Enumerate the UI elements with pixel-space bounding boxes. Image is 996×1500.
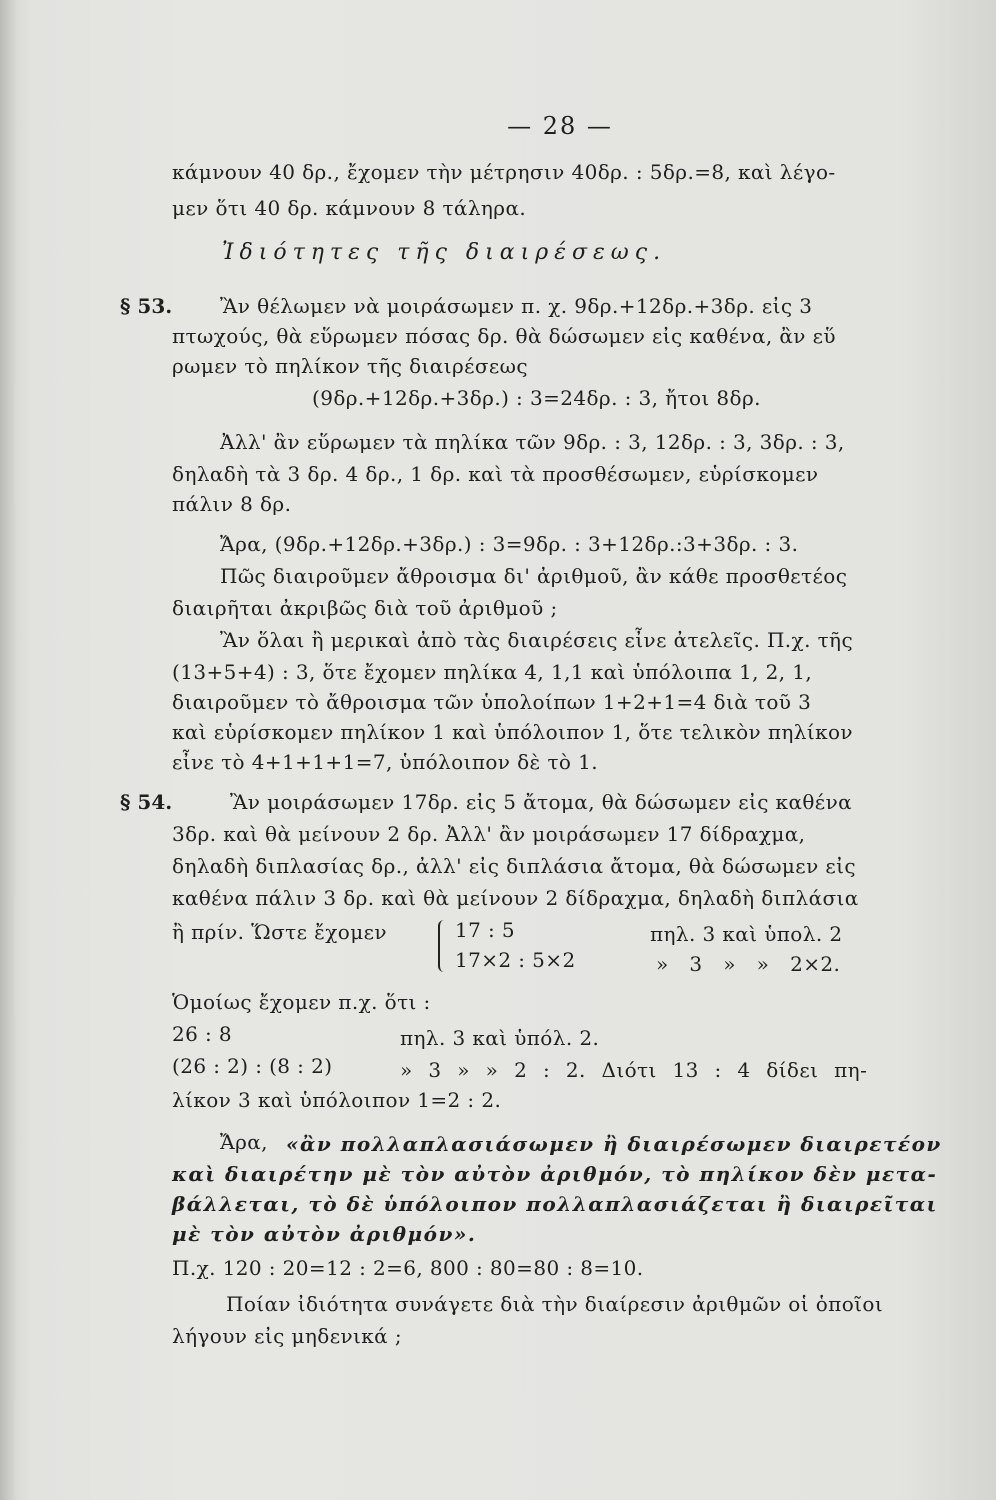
rule-text: καὶ διαιρέτην μὲ τὸν αὐτὸν ἀριθμόν, τὸ πηλίκον δὲν μετα- (172, 1162, 938, 1186)
text-line: μεν ὅτι 40 δρ. κάμνουν 8 τάληρα. (172, 196, 527, 220)
formula-right: πηλ. 3 καὶ ὑπόλ. 2. (400, 1026, 600, 1050)
text-line: Ὁμοίως ἔχομεν π.χ. ὅτι : (172, 990, 431, 1014)
text-line: Ἄρα, (9δρ.+12δρ.+3δρ.) : 3=9δρ. : 3+12δρ.:3+3δρ. : 3. (220, 532, 799, 556)
text-line: διαιροῦμεν τὸ ἄθροισμα τῶν ὑπολοίπων 1+2+1=4 διὰ τοῦ 3 (172, 690, 812, 714)
text-line: πτωχούς, θὰ εὕρωμεν πόσας δρ. θὰ δώσωμεν εἰς καθένα, ἂν εὕ (172, 324, 836, 348)
section-53-label: § 53. (120, 294, 173, 318)
rule-text: μὲ τὸν αὐτὸν ἀριθμόν». (172, 1222, 477, 1246)
text-line: (13+5+4) : 3, ὅτε ἔχομεν πηλίκα 4, 1,1 καὶ ὑπόλοιπα 1, 2, 1, (172, 660, 813, 684)
text-line: δηλαδὴ διπλασίας δρ., ἀλλ' εἰς διπλάσια ἄτομα, θὰ δώσωμεν εἰς (172, 854, 856, 878)
text-line: ρωμεν τὸ πηλίκον τῆς διαιρέσεως (172, 354, 528, 378)
formula-left: 17×2 : 5×2 (455, 948, 576, 972)
text-line: κάμνουν 40 δρ., ἔχομεν τὴν μέτρησιν 40δρ. : 5δρ.=8, καὶ λέγο- (172, 160, 836, 184)
section-heading: Ἰδιότητες τῆς διαιρέσεως. (222, 240, 667, 265)
text-line: καὶ εὑρίσκομεν πηλίκον 1 καὶ ὑπόλοιπον 1, ὅτε τελικὸν πηλίκον (172, 720, 853, 744)
text-line: Ποίαν ἰδιότητα συνάγετε διὰ τὴν διαίρεσιν ἀριθμῶν οἱ ὁποῖοι (226, 1292, 884, 1316)
rule-text: βάλλεται, τὸ δὲ ὑπόλοιπον πολλαπλασιάζεται ἢ διαιρεῖται (172, 1192, 938, 1216)
section-54-label: § 54. (120, 790, 173, 814)
text-line: Ἀλλ' ἂν εὕρωμεν τὰ πηλίκα τῶν 9δρ. : 3, 12δρ. : 3, 3δρ. : 3, (220, 430, 845, 454)
text-line: 3δρ. καὶ θὰ μείνουν 2 δρ. Ἀλλ' ἂν μοιράσωμεν 17 δίδραχμα, (172, 822, 806, 846)
text-line: πάλιν 8 δρ. (172, 492, 292, 516)
text-line: διαιρῆται ἀκριβῶς διὰ τοῦ ἀριθμοῦ ; (172, 596, 558, 620)
text-line: λήγουν εἰς μηδενικά ; (172, 1324, 402, 1348)
page-number: — 28 — (507, 112, 613, 140)
formula-right: » 3 » » 2 : 2. Διότι 13 : 4 δίδει πη- (400, 1058, 868, 1082)
brace (438, 920, 450, 972)
text-line: δηλαδὴ τὰ 3 δρ. 4 δρ., 1 δρ. καὶ τὰ προσθέσωμεν, εὑρίσκομεν (172, 462, 819, 486)
formula-left: 17 : 5 (455, 918, 516, 942)
formula-right: πηλ. 3 καὶ ὑπολ. 2 (650, 922, 843, 946)
formula-right: » 3 » » 2×2. (656, 952, 841, 976)
equation-line: (9δρ.+12δρ.+3δρ.) : 3=24δρ. : 3, ἤτοι 8δρ. (312, 386, 761, 410)
binding-edge (0, 0, 16, 1500)
example-line: Π.χ. 120 : 20=12 : 2=6, 800 : 80=80 : 8=10. (172, 1256, 644, 1280)
text-line: ἢ πρίν. Ὥστε ἔχομεν (172, 920, 387, 944)
text-line: Ἂν ὅλαι ἢ μερικαὶ ἀπὸ τὰς διαιρέσεις εἶνε ἀτελεῖς. Π.χ. τῆς (220, 628, 854, 652)
text-line: εἶνε τὸ 4+1+1+1=7, ὑπόλοιπον δὲ τὸ 1. (172, 750, 598, 774)
text-line: Ἄρα, (220, 1130, 268, 1154)
text-line: λίκον 3 καὶ ὑπόλοιπον 1=2 : 2. (172, 1088, 502, 1112)
text-line: Ἂν θέλωμεν νὰ μοιράσωμεν π. χ. 9δρ.+12δρ.+3δρ. εἰς 3 (220, 294, 813, 318)
text-line: καθένα πάλιν 3 δρ. καὶ θὰ μείνουν 2 δίδραχμα, δηλαδὴ διπλάσια (172, 886, 859, 910)
rule-text: «ἂν πολλαπλασιάσωμεν ἢ διαιρέσωμεν διαιρετέον (286, 1132, 942, 1156)
formula-left: (26 : 2) : (8 : 2) (172, 1054, 333, 1078)
text-line: Ἂν μοιράσωμεν 17δρ. εἰς 5 ἄτομα, θὰ δώσωμεν εἰς καθένα (230, 790, 853, 814)
formula-left: 26 : 8 (172, 1022, 233, 1046)
text-line: Πῶς διαιροῦμεν ἄθροισμα δι' ἀριθμοῦ, ἂν κάθε προσθετέος (220, 564, 848, 588)
